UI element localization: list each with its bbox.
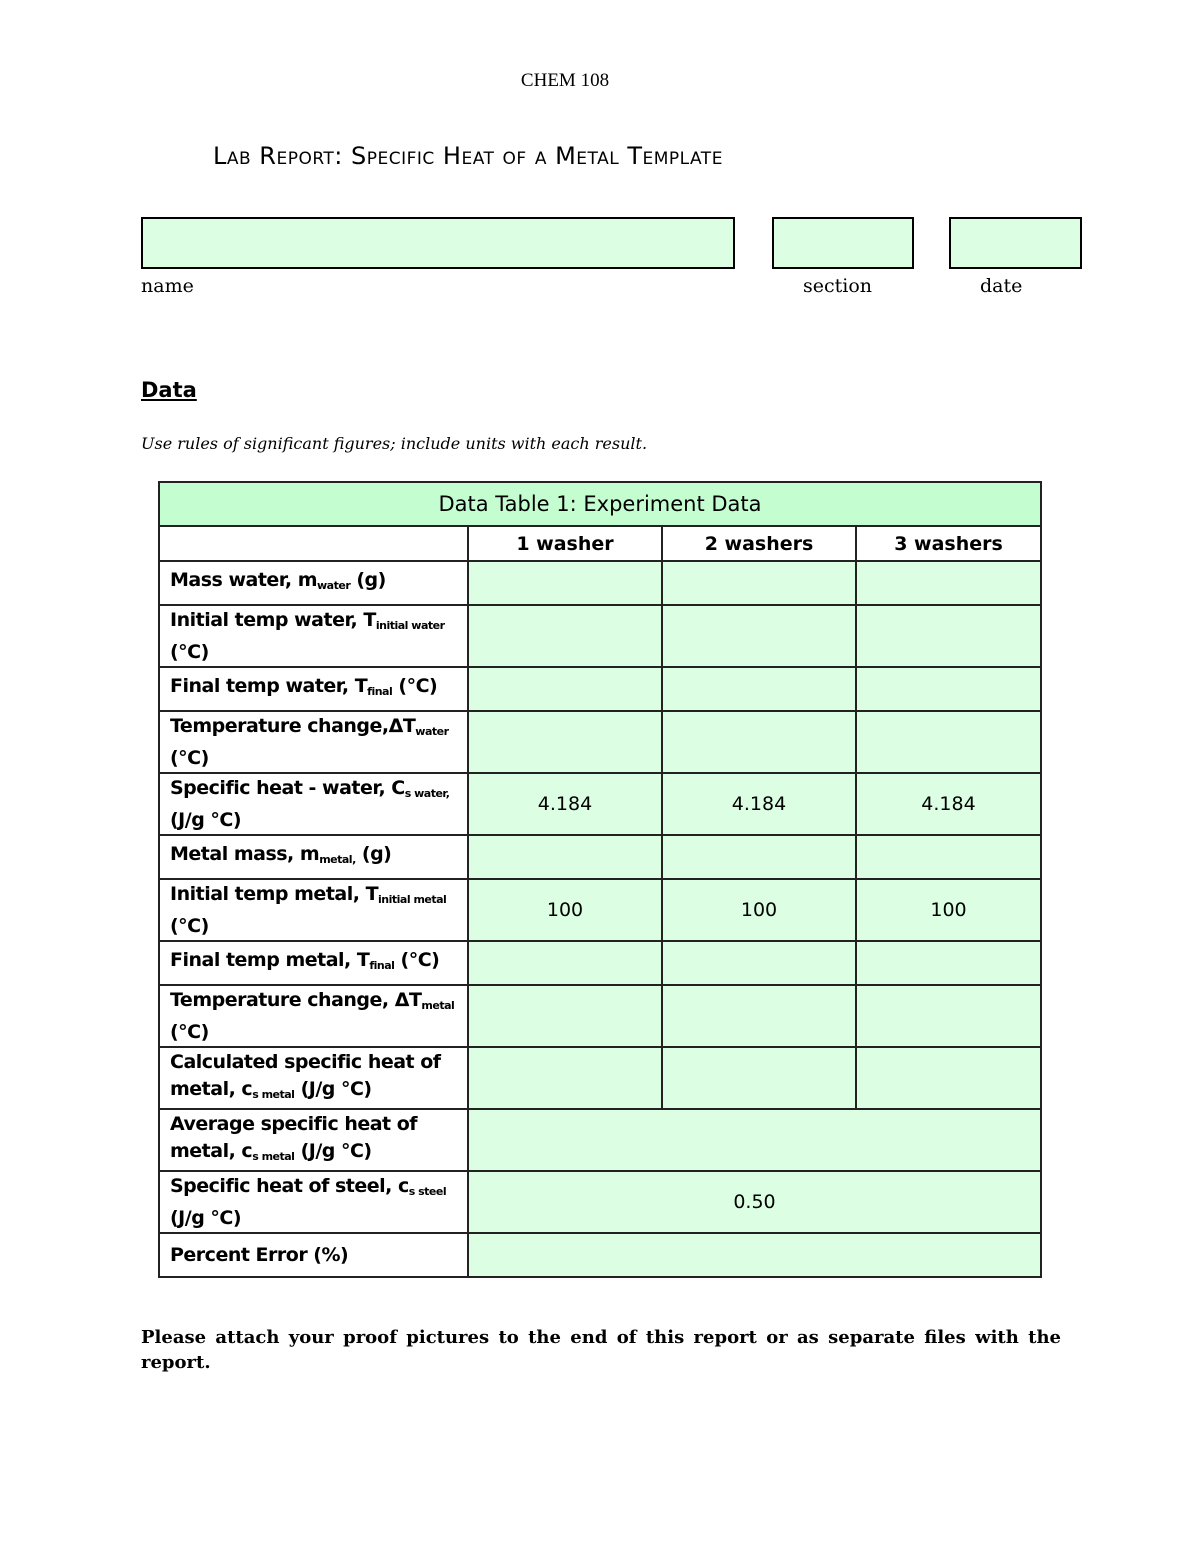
row-label-subscript: s metal: [252, 1149, 295, 1163]
row-label-unit: (°C): [394, 949, 440, 971]
date-label: date: [980, 275, 1023, 297]
row-label-unit: (°C): [170, 1020, 209, 1043]
row-label-subscript: initial water: [375, 618, 445, 632]
data-cell[interactable]: [856, 941, 1041, 985]
data-cell[interactable]: [468, 605, 662, 667]
table-row: [159, 835, 1041, 879]
row-label-text: Final temp water, T: [170, 675, 368, 697]
data-cell[interactable]: 4.184: [856, 773, 1041, 835]
table-row: [159, 773, 1041, 835]
data-cell[interactable]: [468, 561, 662, 605]
data-cell[interactable]: [662, 561, 856, 605]
data-cell[interactable]: [662, 1047, 856, 1109]
data-cell[interactable]: [468, 711, 662, 773]
data-cell[interactable]: [856, 711, 1041, 773]
table-row: [159, 879, 1041, 941]
data-cell[interactable]: [856, 667, 1041, 711]
row-label-text: Mass water, m: [170, 569, 318, 591]
row-label-text: Average specific heat of metal, c: [170, 1112, 418, 1162]
row-label-subscript: water: [317, 579, 351, 592]
row-label-subscript: water: [415, 724, 449, 738]
row-label-unit: (°C): [170, 746, 209, 769]
row-label-subscript: s water,: [404, 786, 450, 800]
column-header: 3 washers: [856, 526, 1041, 561]
row-label-text: Initial temp metal, T: [170, 882, 379, 905]
experiment-data-table: [158, 481, 1042, 1278]
data-cell[interactable]: 4.184: [662, 773, 856, 835]
data-cell[interactable]: [468, 941, 662, 985]
row-label-unit: (g): [355, 843, 392, 865]
row-label: [159, 985, 468, 1047]
table-row: [159, 985, 1041, 1047]
data-cell[interactable]: [856, 835, 1041, 879]
table-row: [159, 941, 1041, 985]
data-cell[interactable]: [468, 1047, 662, 1109]
row-label-header: [159, 526, 468, 561]
data-cell[interactable]: [856, 605, 1041, 667]
row-label-subscript: metal,: [319, 853, 356, 866]
row-label-unit: (g): [350, 569, 386, 591]
row-label: [159, 835, 468, 879]
merged-data-cell[interactable]: [468, 1109, 1041, 1171]
row-label-text: Percent Error (%): [170, 1243, 349, 1266]
row-label-text: Calculated specific heat of metal, c: [170, 1050, 441, 1100]
row-label: [159, 667, 468, 711]
data-cell[interactable]: [856, 561, 1041, 605]
row-label-subscript: s steel: [408, 1184, 447, 1198]
document-title: Lab Report: Specific Heat of a Metal Template: [213, 142, 723, 170]
row-label: [159, 879, 468, 941]
row-label-unit: (J/g °C): [294, 1139, 372, 1162]
row-label-text: Metal mass, m: [170, 843, 320, 865]
section-label: section: [803, 275, 873, 297]
row-label: [159, 1233, 468, 1277]
data-cell[interactable]: [856, 985, 1041, 1047]
row-label-text: Final temp metal, T: [170, 949, 370, 971]
row-label-subscript: metal: [421, 998, 455, 1012]
row-label-subscript: initial metal: [378, 892, 447, 906]
data-cell[interactable]: [662, 941, 856, 985]
merged-data-cell[interactable]: [468, 1233, 1041, 1277]
row-label: [159, 605, 468, 667]
data-section-heading: Data: [141, 378, 197, 402]
data-cell[interactable]: [662, 985, 856, 1047]
row-label: [159, 941, 468, 985]
data-cell[interactable]: [662, 711, 856, 773]
table-row: [159, 561, 1041, 605]
data-cell[interactable]: [468, 667, 662, 711]
row-label-text: Initial temp water, T: [170, 608, 376, 631]
data-cell[interactable]: 100: [468, 879, 662, 941]
date-field[interactable]: [949, 217, 1082, 269]
instructions-text: Use rules of significant figures; include units with each result.: [141, 434, 648, 453]
row-label-text: Specific heat - water, C: [170, 776, 405, 799]
column-header: 2 washers: [662, 526, 856, 561]
course-header: CHEM 108: [520, 70, 610, 91]
table-row: [159, 1047, 1041, 1109]
table-row: [159, 1233, 1041, 1277]
data-cell[interactable]: 4.184: [468, 773, 662, 835]
row-label-subscript: final: [367, 685, 393, 698]
row-label: [159, 1109, 468, 1171]
table-row: [159, 711, 1041, 773]
row-label: [159, 1171, 468, 1233]
table-caption: Data Table 1: Experiment Data: [159, 482, 1041, 526]
data-cell[interactable]: 100: [662, 879, 856, 941]
data-cell[interactable]: [856, 1047, 1041, 1109]
row-label: [159, 561, 468, 605]
data-cell[interactable]: [662, 605, 856, 667]
data-cell[interactable]: [662, 667, 856, 711]
name-label: name: [141, 275, 194, 297]
row-label-unit: (°C): [170, 914, 209, 937]
row-label-text: Specific heat of steel, c: [170, 1174, 409, 1197]
data-cell[interactable]: [468, 985, 662, 1047]
row-label: [159, 711, 468, 773]
footer-note: Please attach your proof pictures to the end of this report or as separate files with the report.: [141, 1327, 1061, 1373]
data-cell[interactable]: [662, 835, 856, 879]
row-label-unit: (°C): [170, 640, 209, 663]
row-label-unit: (°C): [392, 675, 438, 697]
table-row: [159, 605, 1041, 667]
row-label-unit: (J/g °C): [170, 808, 242, 831]
section-field[interactable]: [772, 217, 914, 269]
data-cell[interactable]: [468, 835, 662, 879]
row-label: [159, 773, 468, 835]
row-label: [159, 1047, 468, 1109]
row-label-text: Temperature change, ΔT: [170, 988, 422, 1011]
table-row: [159, 667, 1041, 711]
data-cell[interactable]: 100: [856, 879, 1041, 941]
row-label-unit: (J/g °C): [294, 1077, 372, 1100]
name-field[interactable]: [141, 217, 735, 269]
row-label-subscript: final: [369, 959, 395, 972]
row-label-unit: (J/g °C): [170, 1206, 242, 1229]
column-header: 1 washer: [468, 526, 662, 561]
merged-data-cell[interactable]: 0.50: [468, 1171, 1041, 1233]
row-label-subscript: s metal: [252, 1087, 295, 1101]
table-row: [159, 1109, 1041, 1171]
row-label-text: Temperature change,ΔT: [170, 714, 416, 737]
table-row: [159, 1171, 1041, 1233]
